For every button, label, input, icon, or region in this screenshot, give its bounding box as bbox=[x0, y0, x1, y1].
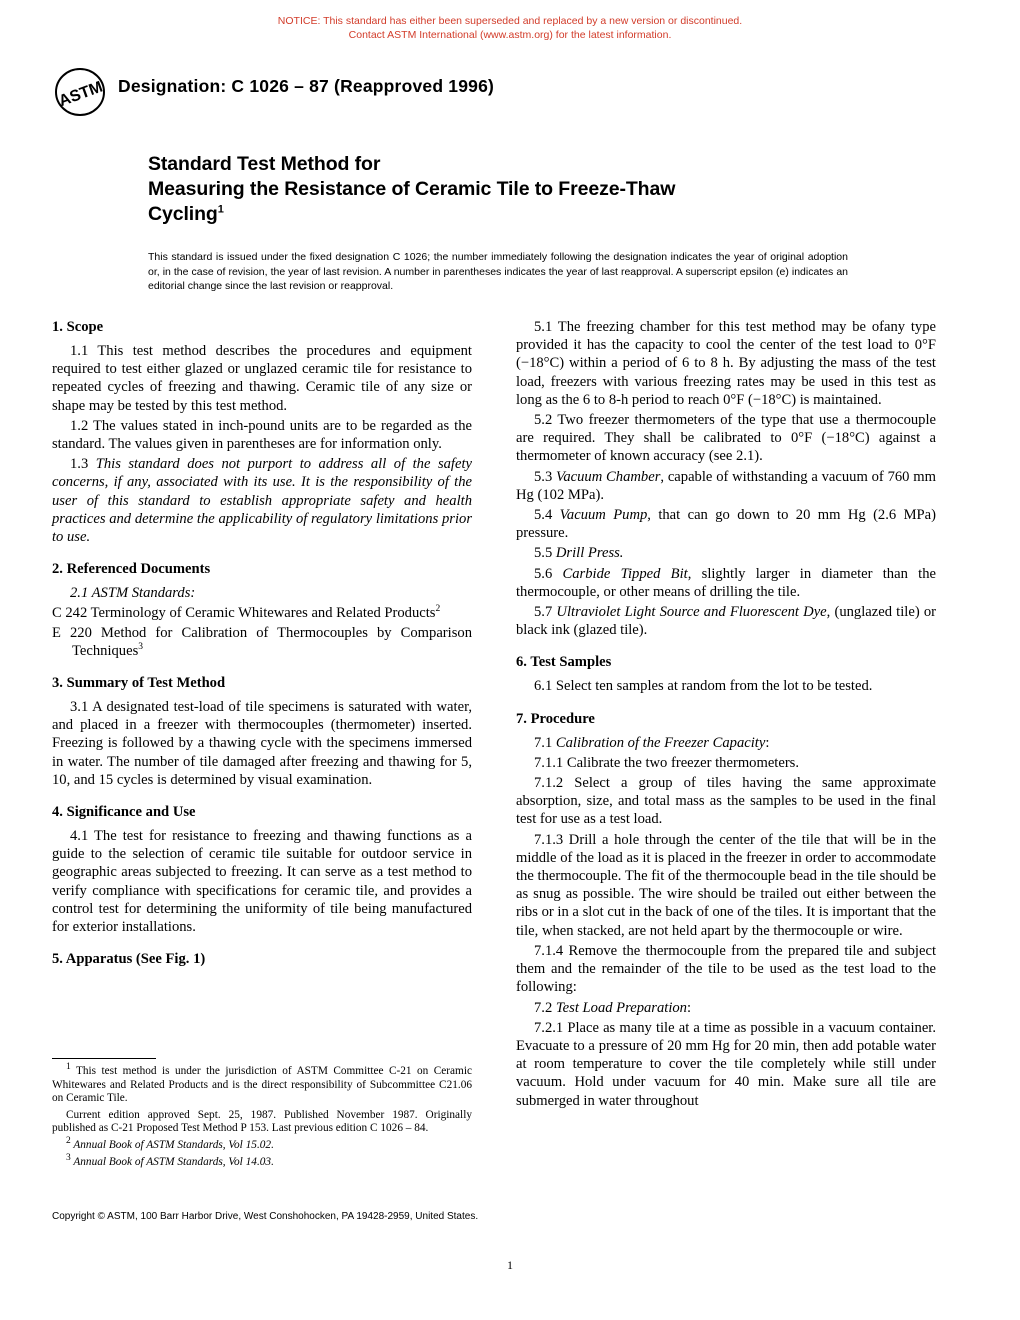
para-7-1-number: 7.1 bbox=[534, 734, 556, 751]
para-4-1: 4.1 The test for resistance to freezing and thawing functions as a guide to the selection of ceramic tile suitable for outdoor service in geographic areas subjected to freezing. It can serve as a test method to verify compliance with specifications for ceramic tile, and provides a control test for determining the uniformity of tile being manufactured for exterior installations. bbox=[52, 828, 472, 936]
para-2-1: 2.1 ASTM Standards: bbox=[70, 585, 196, 602]
para-5-6-number: 5.6 bbox=[534, 565, 563, 582]
footnote-3-text: Annual Book of ASTM Standards, Vol 14.03. bbox=[70, 1155, 274, 1168]
reference-c242-text: C 242 Terminology of Ceramic Whitewares and Related Products bbox=[52, 605, 436, 622]
footnote-3 bbox=[52, 1152, 472, 1170]
para-1-1: 1.1 This test method describes the procedures and equipment required to test either glazed or unglazed ceramic tile for resistance to repeated cycles of freezing and thawing. Ceramic tile of any size or shape may be tested by this test method. bbox=[52, 343, 472, 414]
para-5-6-term: Carbide Tipped Bit bbox=[562, 565, 688, 582]
right-column bbox=[516, 318, 936, 1112]
title-footnote-marker: 1 bbox=[217, 203, 224, 216]
section-1-heading: 1. Scope bbox=[52, 319, 104, 335]
para-5-4-text: , that can go down to 20 mm Hg (2.6 MPa) pressure. bbox=[516, 507, 936, 542]
para-5-3-number: 5.3 bbox=[534, 468, 557, 485]
footnote-2-text: Annual Book of ASTM Standards, Vol 15.02. bbox=[70, 1138, 274, 1151]
designation-line: Designation: C 1026 – 87 (Reapproved 1996) bbox=[118, 76, 495, 96]
para-5-4-number: 5.4 bbox=[534, 507, 560, 524]
para-7-1 bbox=[516, 734, 936, 752]
section-2-heading: 2. Referenced Documents bbox=[52, 561, 211, 578]
left-column bbox=[52, 318, 472, 974]
astm-logo-icon bbox=[54, 68, 106, 116]
section-6-heading: 6. Test Samples bbox=[516, 654, 612, 671]
reference-item-e220 bbox=[52, 624, 472, 660]
para-5-7-text: , (unglazed tile) or black ink (glazed tile). bbox=[516, 604, 936, 639]
para-5-7 bbox=[516, 603, 936, 639]
footnote-3-marker: 3 bbox=[66, 1152, 71, 1163]
title-line-3-text: Cycling bbox=[148, 203, 218, 225]
para-5-3 bbox=[516, 468, 936, 504]
title-line-1: Standard Test Method for bbox=[148, 153, 381, 175]
para-7-1-3: 7.1.3 Drill a hole through the center of the tile that will be in the middle of the load as it is placed in the freezer in order to accommodate the thermocouple. The fit of the thermocouple bead in the tile should be as snug as possible. The wire should be trailed out either between the ribs or in a slot cut in the back of one of the tiles. It is important that the tile, when stacked, are not held apart by the thermocouple or wire. bbox=[516, 831, 936, 939]
para-5-5 bbox=[516, 544, 936, 562]
standard-preamble: This standard is issued under the fixed designation C 1026; the number immediately following the designation indicates the year of original adoption or, in the case of revision, the year of last revision. A number in parentheses indicates the year of last reapproval. A superscript epsilon (e) indicates an editorial change since the last revision or reapproval. bbox=[148, 251, 848, 292]
footnote-1-text: This test method is under the jurisdiction of ASTM Committee C-21 on Ceramic Whitewares and Related Products and is the direct responsibility of Subcommittee C21.06 on Ceramic Tile. bbox=[52, 1065, 472, 1105]
para-5-3-text: , capable of withstanding a vacuum of 760 mm Hg (102 MPa). bbox=[516, 468, 936, 503]
para-7-1-term: Calibration of the Freezer Capacity bbox=[555, 734, 766, 751]
para-5-6 bbox=[516, 565, 936, 601]
para-5-2: 5.2 Two freezer thermometers of the type that use a thermocouple are required. They shall be calibrated to 0°F (−18°C) against a thermometer of known accuracy (see 2.1). bbox=[516, 412, 936, 465]
svg-text:ASTM: ASTM bbox=[56, 78, 106, 111]
section-4-heading: 4. Significance and Use bbox=[52, 804, 196, 821]
footnote-current-edition: Current edition approved Sept. 25, 1987. Published November 1987. Originally published as C-21 Proposed Test Method P 153. Last previous edition C 1026 – 84. bbox=[52, 1108, 472, 1135]
section-5-heading: 5. Apparatus (See Fig. 1) bbox=[52, 951, 206, 968]
para-1-2: 1.2 The values stated in inch-pound units are to be regarded as the standard. The values given in parentheses are for information only. bbox=[52, 417, 472, 453]
para-5-4-term: Vacuum Pump bbox=[559, 507, 648, 524]
para-5-1: 5.1 The freezing chamber for this test method may be ofany type provided it has the capacity to cool the center of the test load to 0°F (−18°C) within a period of 6 to 8 h. By adjusting the mass of the test load, freezers with various freezing rates may be used in this test as long as the 6 to 8-h period to reach 0°F (−18°C) is maintained. bbox=[516, 319, 936, 408]
reference-e220-footnote: 3 bbox=[138, 641, 143, 652]
para-5-6-text: , slightly larger in diameter than the thermocouple, or other means of drilling the tile. bbox=[516, 565, 936, 600]
footnote-2 bbox=[52, 1136, 472, 1153]
para-6-1: 6.1 Select ten samples at random from the lot to be tested. bbox=[534, 678, 873, 695]
notice-line-1: NOTICE: This standard has either been superseded and replaced by a new version or discontinued. bbox=[277, 15, 743, 27]
para-1-3 bbox=[52, 455, 472, 546]
para-7-1-2: 7.1.2 Select a group of tiles having the same approximate absorption, size, and total mass as the samples to be used in the final test for use as a test load. bbox=[516, 775, 936, 828]
title-line-2: Measuring the Resistance of Ceramic Tile to Freeze-Thaw bbox=[148, 178, 676, 200]
para-7-2-text: : bbox=[686, 999, 692, 1016]
para-7-1-text: : bbox=[765, 734, 770, 751]
para-5-7-number: 5.7 bbox=[534, 604, 557, 621]
page-number: 1 bbox=[507, 1258, 513, 1272]
para-7-2-term: Test Load Preparation bbox=[555, 999, 687, 1016]
para-5-7-term: Ultraviolet Light Source and Fluorescent Dye bbox=[556, 604, 827, 621]
section-7-heading: 7. Procedure bbox=[516, 710, 595, 727]
para-3-1: 3.1 A designated test-load of tile specimens is saturated with water, and placed in a freezer with thermocouples (thermometer) inserted. Freezing is followed by a thawing cycle with the specimens immersed in water. The number of tile damaged after freezing and thawing for 5, 10, and 15 cycles is determined by visual examination. bbox=[52, 699, 472, 788]
para-7-2-1: 7.2.1 Place as many tile at a time as possible in a vacuum container. Evacuate to a pressure of 20 mm Hg for 20 min, then add potable water at room temperature to cover the tile completely while still under vacuum. Hold under vacuum for 40 min. Make sure all tile are submerged in water throughout bbox=[516, 1019, 936, 1109]
footnote-1 bbox=[52, 1062, 472, 1106]
para-5-4 bbox=[516, 506, 936, 542]
reference-c242-footnote: 2 bbox=[435, 604, 441, 615]
footnote-2-marker: 2 bbox=[66, 1136, 71, 1147]
reference-item-c242 bbox=[52, 604, 472, 622]
footnote-1-marker: 1 bbox=[66, 1062, 71, 1073]
superseded-notice bbox=[0, 14, 1020, 42]
para-5-3-term: Vacuum Chamber bbox=[556, 468, 661, 485]
para-1-3-number: 1.3 bbox=[70, 456, 96, 473]
title-line-3 bbox=[148, 202, 848, 227]
footnote-divider bbox=[52, 1058, 156, 1059]
footnotes-block bbox=[52, 1062, 472, 1172]
copyright-line: Copyright © ASTM, 100 Barr Harbor Drive, West Conshohocken, PA 19428-2959, United States. bbox=[52, 1211, 479, 1222]
para-7-2 bbox=[516, 999, 936, 1017]
para-1-3-text: This standard does not purport to address all of the safety concerns, if any, associated with its use. It is the responsibility of the user of this standard to establish appropriate safety and health practices and determine the applicability of regulatory limitations prior to use. bbox=[52, 456, 472, 546]
document-title bbox=[148, 152, 848, 227]
notice-line-2: Contact ASTM International (www.astm.org) for the latest information. bbox=[348, 29, 672, 41]
para-7-2-number: 7.2 bbox=[534, 999, 556, 1016]
para-7-1-4: 7.1.4 Remove the thermocouple from the prepared tile and subject them and the remainder of the tile to be used as the test load to the following: bbox=[516, 942, 936, 996]
para-5-5-number: 5.5 bbox=[534, 545, 556, 562]
para-7-1-1: 7.1.1 Calibrate the two freezer thermometers. bbox=[534, 754, 800, 771]
para-5-5-term: Drill Press. bbox=[555, 545, 624, 562]
section-3-heading: 3. Summary of Test Method bbox=[52, 675, 226, 692]
reference-e220-text: E 220 Method for Calibration of Thermocouples by Comparison Techniques bbox=[52, 624, 472, 659]
